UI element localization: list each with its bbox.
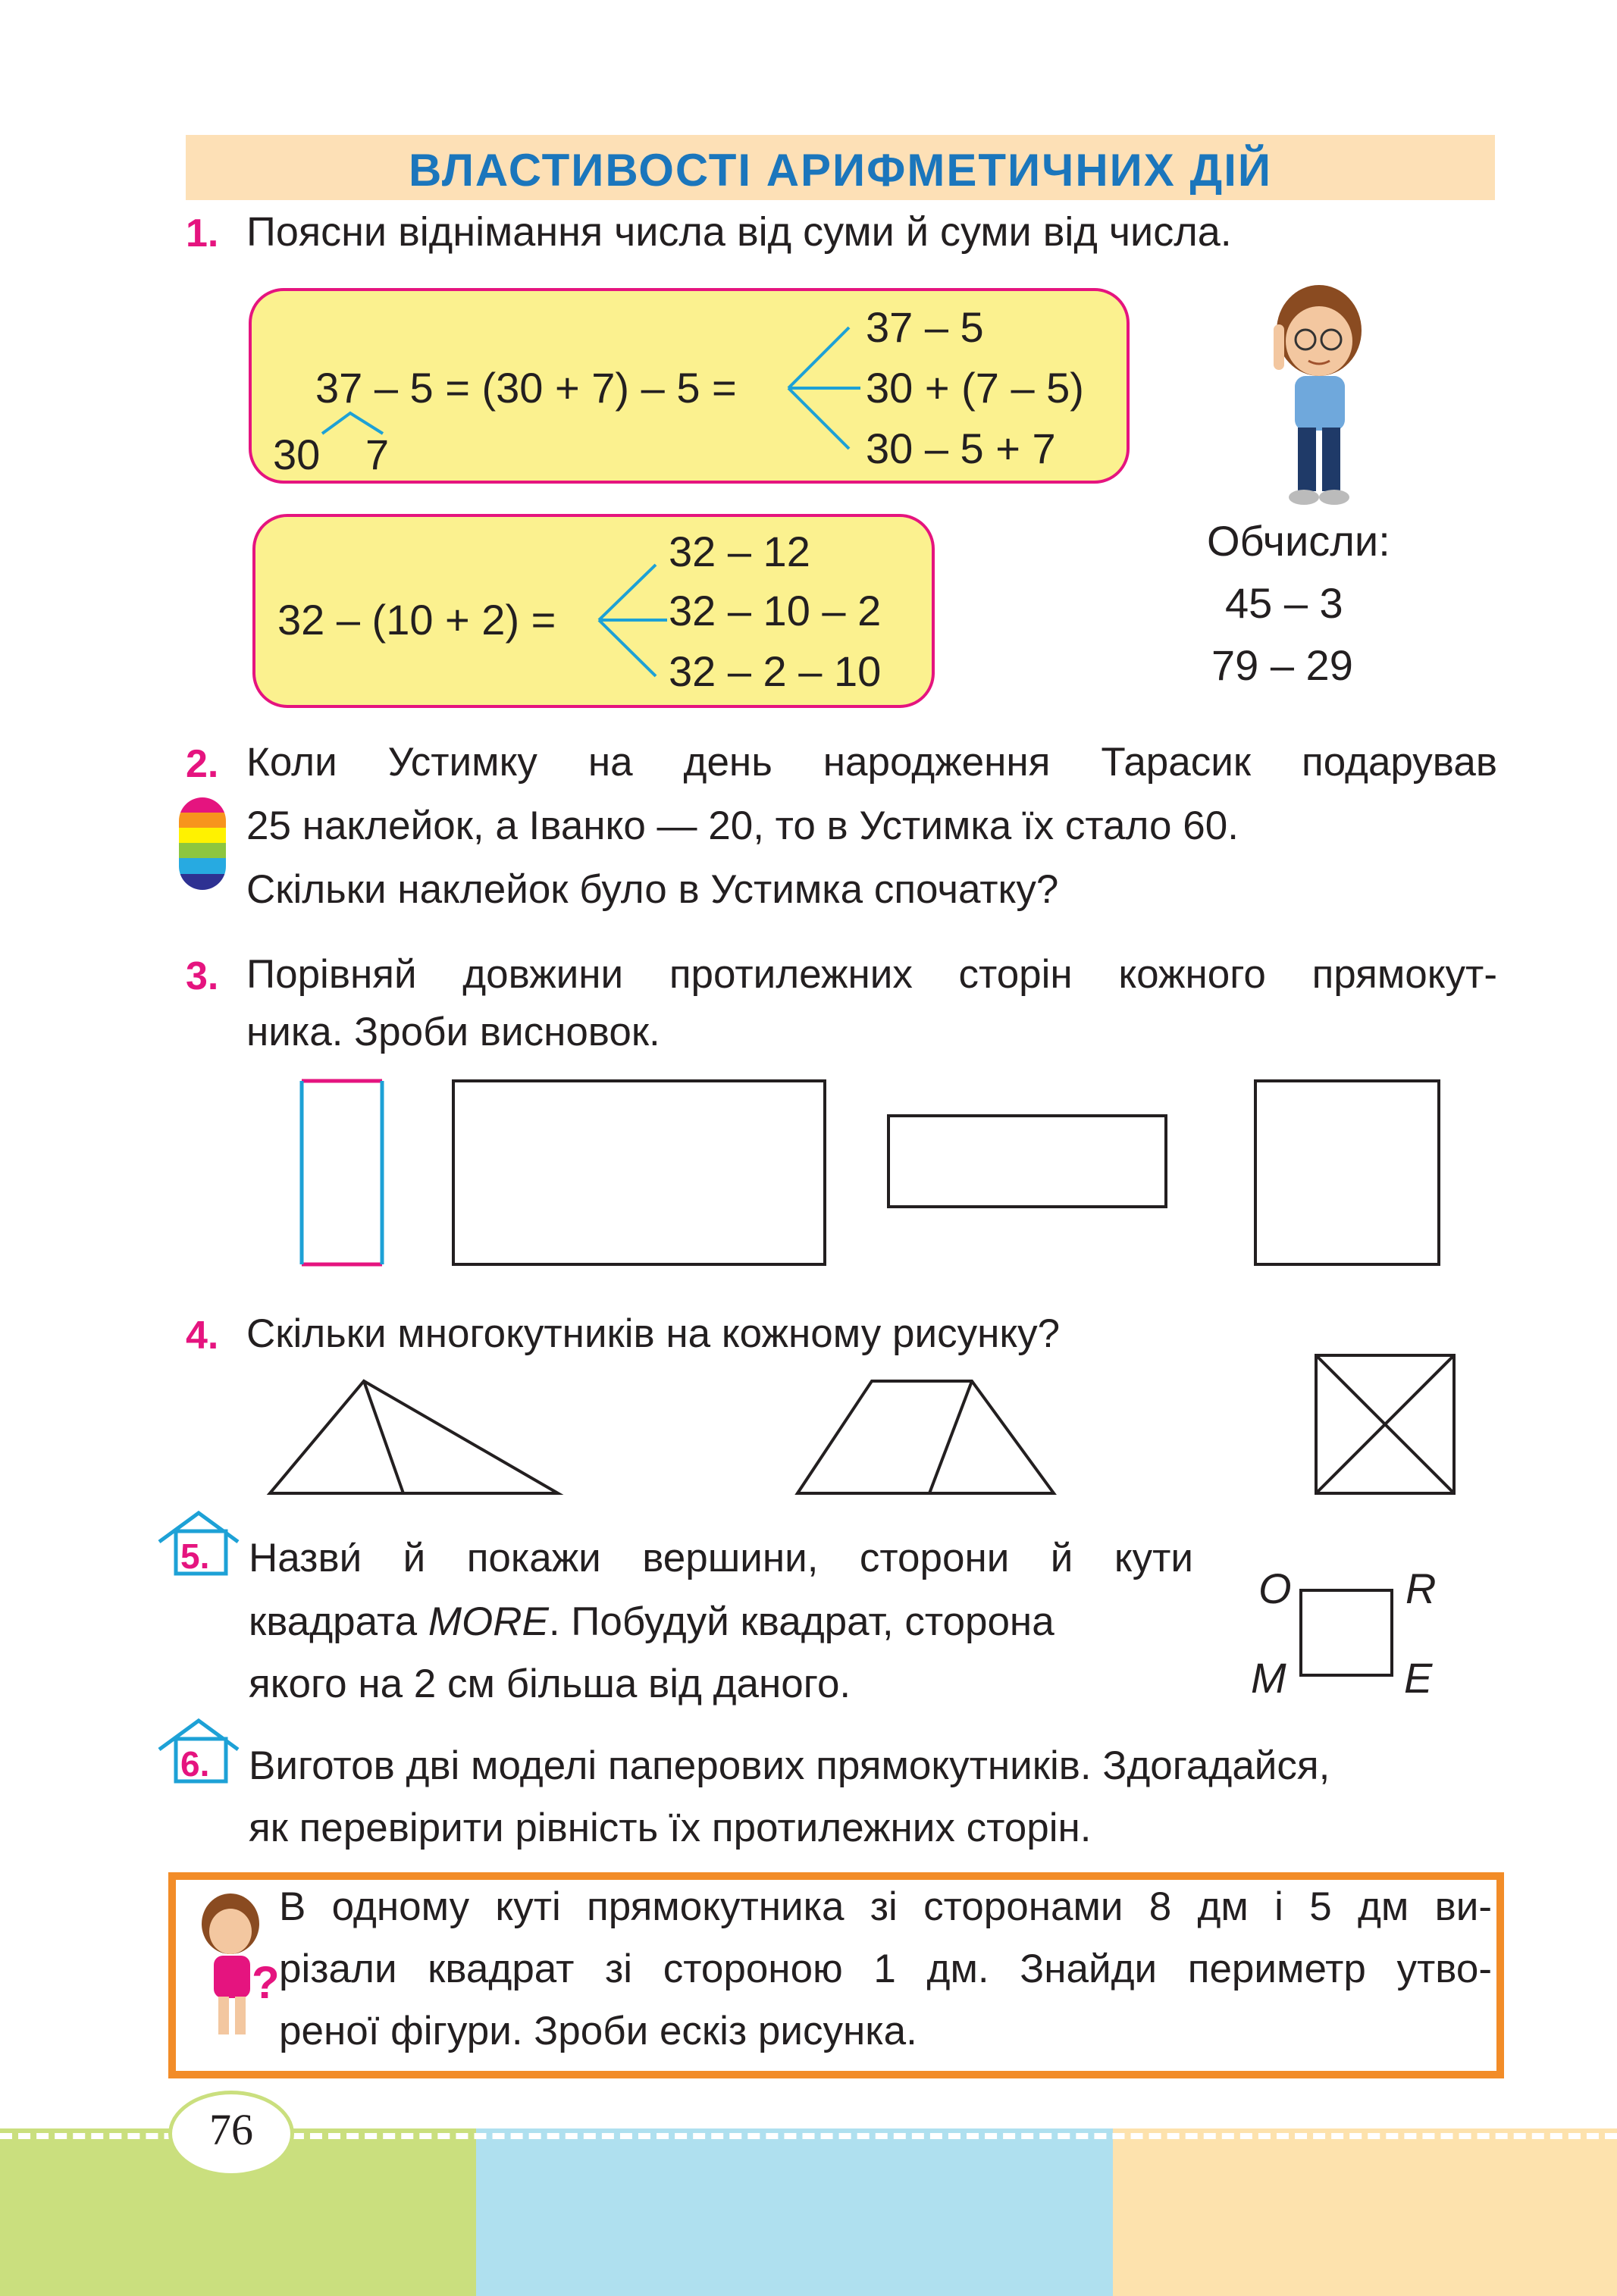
box1-branch-1: 37 – 5: [866, 303, 984, 351]
page-number: 76: [209, 2105, 253, 2154]
task5-line-2b: . Побудуй квадрат, сторона: [548, 1599, 1054, 1644]
task5-number: 5.: [180, 1536, 210, 1576]
task2-line-2: 25 наклейок, а Іванко — 20, то в Устимка їх стало 60.: [246, 803, 1239, 848]
polygons-figure: [0, 1349, 1617, 1501]
bonus-line-2: різали квадрат зі стороною 1 дм. Знайди периметр утво-: [279, 1947, 1492, 1991]
task3-line-1: Порівняй довжини протилежних сторін кожного прямокут-: [246, 952, 1497, 997]
rectangles-figure: [0, 1061, 1617, 1289]
vertex-m-label: M: [1251, 1654, 1286, 1702]
box2-branch-3: 32 – 2 – 10: [669, 647, 882, 695]
footer-yellow-band: [1113, 2128, 1617, 2296]
footer-blue-band: [476, 2128, 1113, 2296]
compute-item-1: 45 – 3: [1225, 579, 1343, 627]
task5-line-2a: квадрата: [249, 1599, 418, 1644]
vertex-e-label: E: [1404, 1654, 1433, 1702]
boy-illustration: [1243, 279, 1387, 514]
box2-branch-2: 32 – 10 – 2: [669, 587, 882, 634]
girl-question-illustration: [183, 1892, 282, 2044]
task1-number: 1.: [186, 211, 219, 255]
task2-number: 2.: [186, 742, 219, 786]
compute-item-2: 79 – 29: [1211, 641, 1353, 689]
compute-label: Обчисли:: [1207, 517, 1390, 565]
vertex-r-label: R: [1405, 1565, 1437, 1612]
task2-line-3: Скільки наклейок було в Устимка спочатку?: [246, 867, 1059, 912]
task1-text: Поясни віднімання числа від суми й суми від числа.: [246, 209, 1232, 255]
svg-text:?: ?: [252, 1957, 280, 2008]
task4-text: Скільки многокутників на кожному рисунку?: [246, 1311, 1061, 1356]
task3-number: 3.: [186, 954, 219, 998]
box1-branch-3: 30 – 5 + 7: [866, 424, 1056, 472]
task5-line-3: якого на 2 см більша від даного.: [249, 1662, 851, 1706]
vertex-o-label: O: [1258, 1565, 1292, 1612]
box1-split-a: 30: [273, 431, 321, 478]
page-title: ВЛАСТИВОСТІ АРИФМЕТИЧНИХ ДІЙ: [408, 145, 1273, 196]
task3-line-2: ника. Зроби висновок.: [246, 1010, 660, 1054]
square-more-figure: [1298, 1587, 1401, 1678]
task6-line-1: Виготов дві моделі паперових прямокутників. Здогадайся,: [249, 1743, 1330, 1788]
bonus-line-3: реної фігури. Зроби ескіз рисунка.: [279, 2009, 917, 2053]
task4-number: 4.: [186, 1314, 219, 1358]
box2-left-expression: 32 – (10 + 2) =: [277, 596, 556, 644]
box1-split-b: 7: [365, 431, 390, 478]
box2-branch-1: 32 – 12: [669, 528, 810, 575]
square-name: MORE: [428, 1599, 549, 1644]
box1-branch-2: 30 + (7 – 5): [866, 364, 1084, 412]
bonus-line-1: В одному куті прямокутника зі сторонами 8 дм і 5 дм ви-: [279, 1884, 1492, 1929]
box1-left-expression: 37 – 5 = (30 + 7) – 5 =: [315, 364, 737, 412]
task6-line-2: як перевірити рівність їх протилежних сторін.: [249, 1806, 1092, 1850]
task6-number: 6.: [180, 1744, 210, 1784]
task2-line-1: Коли Устимку на день народження Тарасик подарував: [246, 740, 1497, 785]
task5-line-2: [249, 1590, 1193, 1654]
rainbow-marker-icon: [179, 797, 226, 890]
task5-line-1: Назви́ й покажи вершини, сторони й кути: [249, 1536, 1193, 1580]
